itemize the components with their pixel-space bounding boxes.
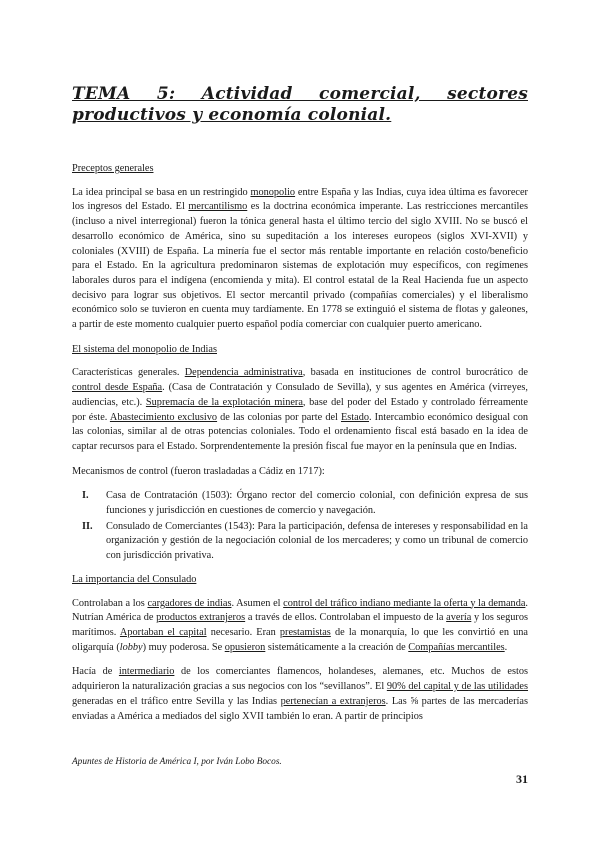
text-span: de los comerciantes flamencos, holandeses, alemanes, etc. Muchos de estos adquirieron la naturalización gracias a sus negocios con los “sevillanos”. El	[72, 666, 528, 693]
text-span: Características generales.	[72, 367, 185, 379]
list-item	[72, 489, 528, 518]
underlined-term: cargadores de indias	[147, 597, 232, 609]
paragraph-monopolio	[72, 366, 528, 454]
paragraph-consulado-1	[72, 597, 528, 656]
paragraph-preceptos	[72, 186, 528, 333]
underlined-term: intermediario	[118, 666, 175, 678]
text-span: . Nutrían América de	[72, 597, 528, 624]
text-span: y los seguros marítimos.	[72, 612, 528, 638]
underlined-term: Estado	[340, 411, 370, 423]
italic-term: lobby	[119, 641, 143, 653]
list-item-text: Casa de Contratación (1503): Órgano rector del comercio colonial, con definición expresa de sus funciones y jurisdicción en cuestiones de comercio y navegación.	[106, 490, 528, 517]
section-heading-monopolio: El sistema del monopolio de Indias	[72, 343, 217, 355]
paragraph-consulado-2	[72, 665, 528, 724]
underlined-term: Dependencia administrativa	[184, 367, 303, 379]
text-span: necesario. Eran	[206, 626, 280, 638]
underlined-term: control del tráfico indiano mediante la oferta y la demanda	[283, 597, 526, 609]
page-title: TEMA 5: Actividad comercial, sectores productivos y economía colonial.	[72, 84, 528, 125]
list-item	[72, 520, 528, 564]
section-heading-consulado: La importancia del Consulado	[72, 573, 197, 585]
text-span: , basada en instituciones de control burocrático de	[302, 367, 528, 379]
document-body	[72, 162, 528, 734]
underlined-term: monopolio	[250, 186, 296, 198]
text-span: . Las ⅝ partes de las mercaderías enviadas a América a mediados del siglo XVII también lo eran. A partir de principios	[72, 695, 528, 722]
underlined-term: productos extranjeros	[156, 612, 246, 624]
underlined-term: avería	[446, 612, 472, 624]
section-heading-preceptos: Preceptos generales	[72, 163, 154, 174]
page-footer: Apuntes de Historia de América I, por Iván Lobo Bocos.	[72, 757, 282, 767]
list-numeral: I.	[82, 490, 89, 502]
text-span: . Asumen el	[231, 597, 284, 609]
text-span: es la doctrina económica imperante. Las restricciones mercantiles (incluso a nivel interregional) fueron la tónica general hasta el último tercio del siglo XVIII. No se buscó el desarrollo económico de América, sino su supeditación a los intereses europeos (siglos XVI-XVII) y coloniales (XVIII) de España. La minería fue el sector más rentable importante en relación costo/beneficio para el Estado. En la agricultura predominaron sistemas de explotación muy específicos, con regímenes laborales duros para el indígena (encomienda y mita). El control estatal de la Real Hacienda fue un aspecto decisivo para lograr sus objetivos. El sector mercantil privado (compañías comerciales) y el liberalismo económico solo se tuvieron en cuenta muy tardíamente. En 1778 se extinguió el sistema de flotas y galeones, a partir de este momento cualquier puerto español podía comerciar con cualquier puerto americano.	[72, 201, 528, 331]
text-span: generadas en el tráfico entre Sevilla y las Indias	[72, 695, 281, 707]
text-span: sistemáticamente a la creación de	[265, 641, 409, 653]
mechanisms-list	[72, 489, 528, 564]
text-span: .	[504, 641, 508, 653]
underlined-term: mercantilismo	[188, 201, 248, 213]
underlined-term: Compañías mercantiles	[408, 641, 505, 653]
list-item-text: Consulado de Comerciantes (1543): Para la participación, defensa de intereses y responsabilidad en la organización y gestión de la negociación colonial de los mercaderes; y como un tribunal de comercio con jurisdicción privativa.	[106, 520, 528, 562]
underlined-term: Supremacía de la explotación minera	[145, 396, 303, 408]
text-span: de la monarquía, lo que les convirtió en una oligarquía (	[72, 626, 528, 653]
text-span: La idea principal se basa en un restringido	[72, 186, 251, 198]
text-span: ) muy poderosa. Se	[142, 641, 225, 653]
text-span: Controlaban a los	[72, 597, 148, 609]
underlined-term: opusieron	[224, 641, 266, 653]
list-numeral: II.	[82, 520, 93, 532]
underlined-term: 90% del capital y de las utilidades	[386, 681, 529, 693]
text-span: . (Casa de Contratación y Consulado de Sevilla), y sus agentes en América (virreyes, audiencias, etc.).	[72, 382, 528, 408]
underlined-term: prestamistas	[279, 626, 331, 638]
text-span: de las colonias por parte del	[217, 411, 341, 423]
text-span: . Intercambio económico desigual con las colonias, similar al de otras potencias coloniales. Todo el ordenamiento fiscal está basado en la idea de captar recursos para el Estado. Sorprendentemente la presión fiscal fue mayor en la península que en Indias.	[72, 411, 529, 452]
text-span: a través de ellos. Controlaban el impuesto de la	[245, 612, 447, 624]
underlined-term: control desde España	[72, 382, 163, 394]
underlined-term: Abastecimiento exclusivo	[109, 411, 218, 423]
text-span: , base del poder del Estado y controlado férreamente por éste.	[72, 396, 528, 423]
page-number: 31	[516, 772, 528, 786]
underlined-term: Aportaban el capital	[119, 626, 207, 638]
mechanisms-intro: Mecanismos de control (fueron trasladadas a Cádiz en 1717):	[72, 465, 325, 477]
text-span: entre España y las Indias, cuya idea última es favorecer los ingresos del Estado. El	[72, 186, 528, 213]
underlined-term: pertenecían a extranjeros	[280, 695, 386, 707]
text-span: Hacía de	[72, 666, 119, 678]
